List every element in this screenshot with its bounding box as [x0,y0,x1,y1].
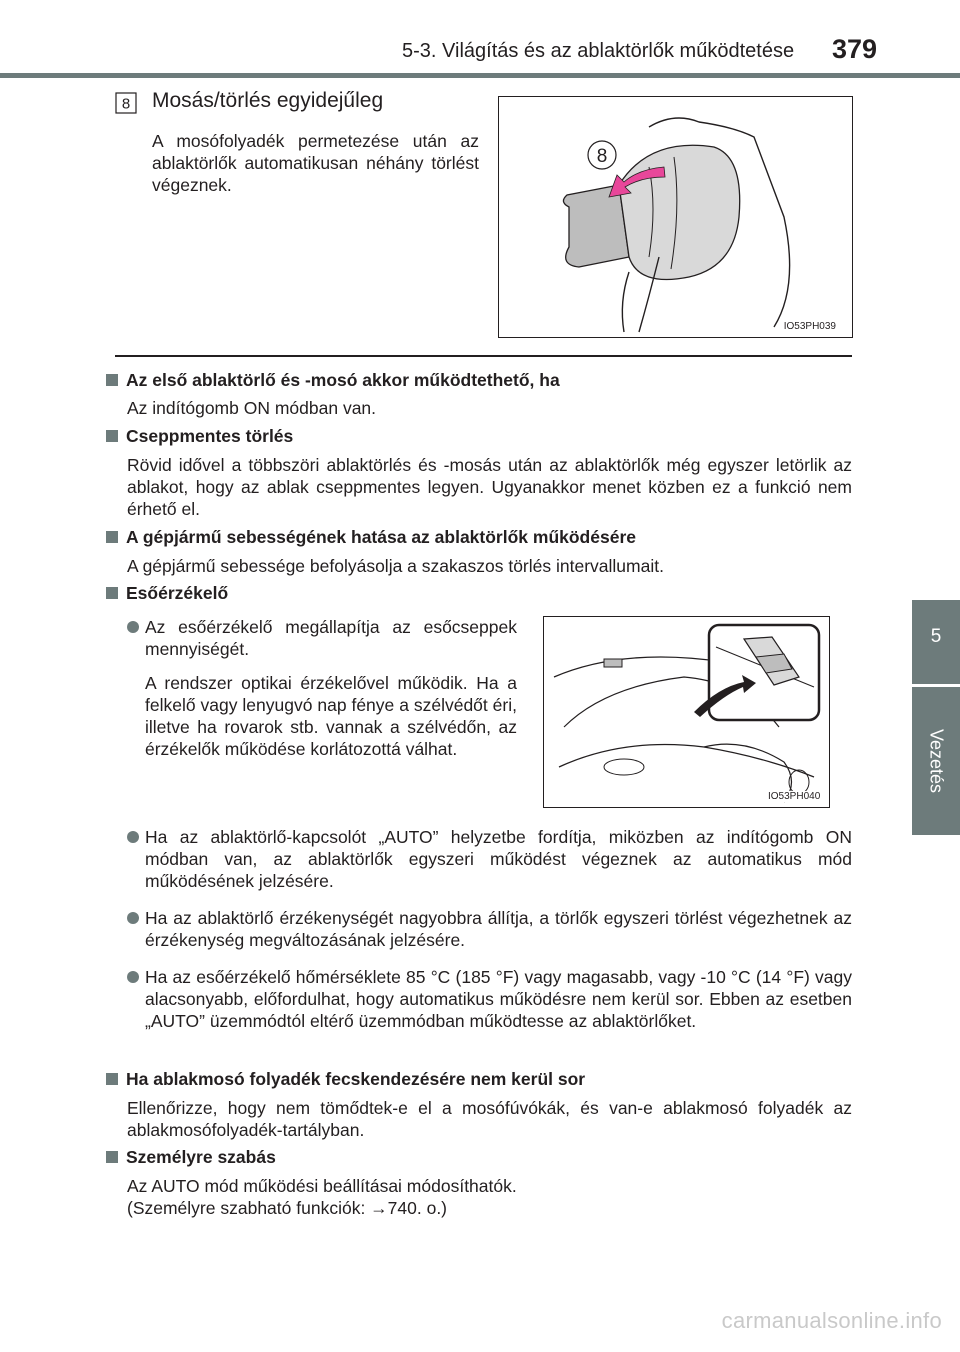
figure-code: IO53PH040 [768,791,821,802]
section-text: A gépjármű sebessége befolyásolja a szakaszos törlés intervallumait. [127,556,664,576]
section-heading: Esőérzékelő [106,582,228,604]
square-bullet-icon [106,1151,118,1163]
callout-number: 8 [596,146,608,167]
circle-bullet-icon [127,912,139,924]
step-number-icon [115,92,137,114]
wiper-lever-illustration [499,97,852,337]
square-bullet-icon [106,1073,118,1085]
circle-bullet-icon [127,971,139,983]
section-text: Rövid idővel a többszöri ablaktörlés és -mosás után az ablaktörlők még egyszer letörlik az ablakot, hogy az ablak cseppmentes legyen. Ugyanakkor menet közben ez a funkció nem érhető el. [127,455,852,519]
page-number: 379 [832,34,878,64]
bullet-item: Az esőérzékelő megállapítja az esőcseppek mennyiségét. [127,616,517,660]
section-heading: Személyre szabás [106,1146,276,1168]
bullet-item: Ha az esőérzékelő hőmérséklete 85 °C (185 °F) vagy magasabb, vagy -10 °C (14 °F) vagy alacsonyabb, előfordulhat, hogy automatikus működésre nem kerül sor. Ebben az esetben „AUTO” üzemmódtól eltérő üzemmódban működtesse az ablaktörlőket. [127,966,852,1032]
section-heading: Az első ablaktörlő és -mosó akkor működtethető, ha [106,369,560,391]
rain-sensor-figure [543,616,830,808]
section-title: 5-3. Világítás és az ablaktörlők működtetése [402,40,795,62]
watermark: carmanualsonline.info [721,1308,942,1333]
section-heading: A gépjármű sebességének hatása az ablaktörlők működésére [106,526,636,548]
section-heading: Ha ablakmosó folyadék fecskendezésére nem kerül sor [106,1068,585,1090]
section-text: Az AUTO mód működési beállításai módosíthatók. [127,1176,517,1196]
section-divider [115,355,852,357]
square-bullet-icon [106,531,118,543]
section-text: Ellenőrizze, hogy nem tömődtek-e el a mosófúvókák, és van-e ablakmosó folyadék az ablakmosófolyadék-tartályban. [127,1098,852,1140]
step-description: A mosófolyadék permetezése után az ablaktörlők automatikusan néhány törlést végeznek. [152,131,479,195]
square-bullet-icon [106,587,118,599]
bullet-item: Ha az ablaktörlő érzékenységét nagyobbra állítja, a törlők egyszeri törlést végezhetnek az érzékenység megváltozásának jelzésére. [127,907,852,951]
wiper-lever-figure [498,96,853,338]
cross-reference[interactable]: (Személyre szabható funkciók: →740. o.) [127,1198,448,1218]
header-rule [0,73,960,78]
rain-sensor-illustration [544,617,829,807]
square-bullet-icon [106,374,118,386]
step-title: Mosás/törlés egyidejűleg [152,89,384,112]
circle-bullet-icon [127,831,139,843]
circle-bullet-icon [127,621,139,633]
section-heading: Cseppmentes törlés [106,425,293,447]
chapter-tab[interactable] [912,600,960,684]
figure-code: IO53PH039 [783,321,836,332]
section-text: Az indítógomb ON módban van. [127,398,377,418]
step-number: 8 [121,95,131,113]
chapter-label: Vezetés [926,728,947,794]
chapter-number: 5 [930,626,942,647]
bullet-item: Ha az ablaktörlő-kapcsolót „AUTO” helyzetbe fordítja, miközben az indítógomb ON módban van, az ablaktörlők egyszeri működést végeznek az automatikus mód működésének jelzésére. [127,826,852,892]
chapter-label-tab[interactable] [912,687,960,835]
bullet-subtext: A rendszer optikai érzékelővel működik. Ha a felkelő vagy lenyugvó nap fénye a szélvédőt éri, illetve ha rovarok stb. vannak a szélvédőn, az érzékelők működése korlátozottá válhat. [145,673,517,759]
square-bullet-icon [106,430,118,442]
